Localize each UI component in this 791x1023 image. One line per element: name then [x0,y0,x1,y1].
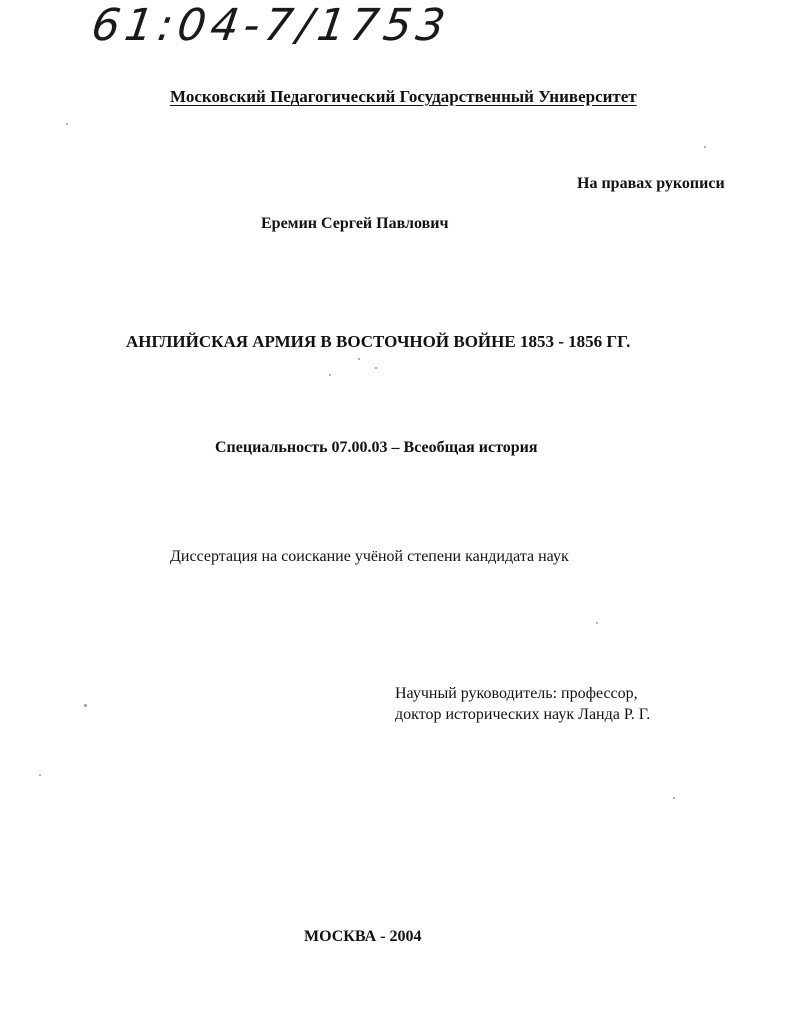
degree-statement: Диссертация на соискание учёной степени кандидата наук [170,548,569,565]
supervisor-line-2: доктор исторических наук Ланда Р. Г. [395,706,651,723]
scan-speck [84,704,87,707]
dissertation-title: АНГЛИЙСКАЯ АРМИЯ В ВОСТОЧНОЙ ВОЙНЕ 1853 - 1856 ГГ. [126,332,631,351]
scan-speck [704,146,706,148]
specialty-line: Специальность 07.00.03 – Всеобщая история [215,439,538,456]
city-year: МОСКВА - 2004 [304,928,422,945]
scan-speck [673,797,675,799]
handwritten-archive-mark: 61:04-7/1753 [88,0,454,51]
manuscript-rights-note: На правах рукописи [577,175,725,192]
scan-speck [66,123,68,125]
scan-speck [329,374,331,376]
scan-speck [375,367,377,369]
supervisor-line-1: Научный руководитель: профессор, [395,685,638,702]
scan-speck [39,774,41,776]
author-name: Еремин Сергей Павлович [261,215,449,232]
scan-speck [596,622,598,624]
scan-speck [358,358,360,360]
university-name: Московский Педагогический Государственный Университет [170,87,637,106]
